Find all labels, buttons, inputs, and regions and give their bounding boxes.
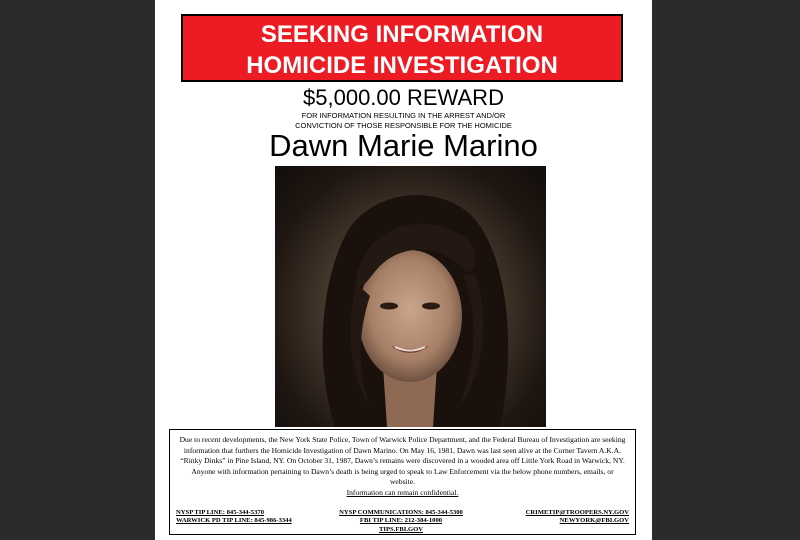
- fbi-tips-website-link[interactable]: TIPS.FBI.GOV: [379, 525, 423, 533]
- portrait-illustration: [275, 166, 546, 427]
- reward-condition-line-2: CONVICTION OF THOSE RESPONSIBLE FOR THE HOMICIDE: [295, 121, 512, 130]
- nysp-tip-line[interactable]: NYSP TIP LINE: 845-344-5370: [176, 509, 264, 516]
- contact-column-center: [326, 509, 476, 534]
- details-paragraph: [178, 435, 627, 499]
- reward-amount: $5,000.00 REWARD: [303, 85, 504, 110]
- contact-column-left: [176, 509, 292, 526]
- confidential-note: Information can remain confidential.: [346, 487, 459, 497]
- details-box: [169, 429, 636, 535]
- banner-line-1: SEEKING INFORMATION: [260, 21, 544, 48]
- crimetip-email-link[interactable]: CRIMETIP@TROOPERS.NY.GOV: [525, 509, 629, 516]
- subject-name: Dawn Marie Marino: [269, 128, 538, 163]
- warwick-pd-tip-line[interactable]: WARWICK PD TIP LINE: 845-986-3344: [176, 517, 292, 525]
- wanted-poster: [155, 0, 652, 540]
- nysp-communications-line[interactable]: NYSP COMMUNICATIONS: 845-344-5300: [339, 509, 463, 516]
- fbi-newyork-email-link[interactable]: NEWYORK@FBI.GOV: [559, 517, 629, 525]
- reward-condition-line-1: FOR INFORMATION RESULTING IN THE ARREST AND/OR: [301, 111, 506, 120]
- fbi-tip-line[interactable]: FBI TIP LINE: 212-384-1000: [359, 517, 443, 525]
- banner-line-2: HOMICIDE INVESTIGATION: [246, 52, 558, 79]
- header-banner: [181, 14, 623, 82]
- contact-column-right: [526, 509, 629, 526]
- subject-photo: [275, 166, 546, 427]
- details-text: Due to recent developments, the New York State Police, Town of Warwick Police Department, and the Federal Bureau of Investigation are seeking information that furthers the Homicide Investigation of Dawn Marino. On May 16, 1981, Dawn was last seen alive at the Corner Tavern A.K.A. “Rinky Dinks” in Pine Island, NY. On October 31, 1987, Dawn’s remains were discovered in a wooded area off Little York Road in Warwick, NY. Anyone with information pertaining to Dawn’s death is being urged to speak to Law Enforcement via the below phone numbers, emails, or website.: [179, 435, 626, 487]
